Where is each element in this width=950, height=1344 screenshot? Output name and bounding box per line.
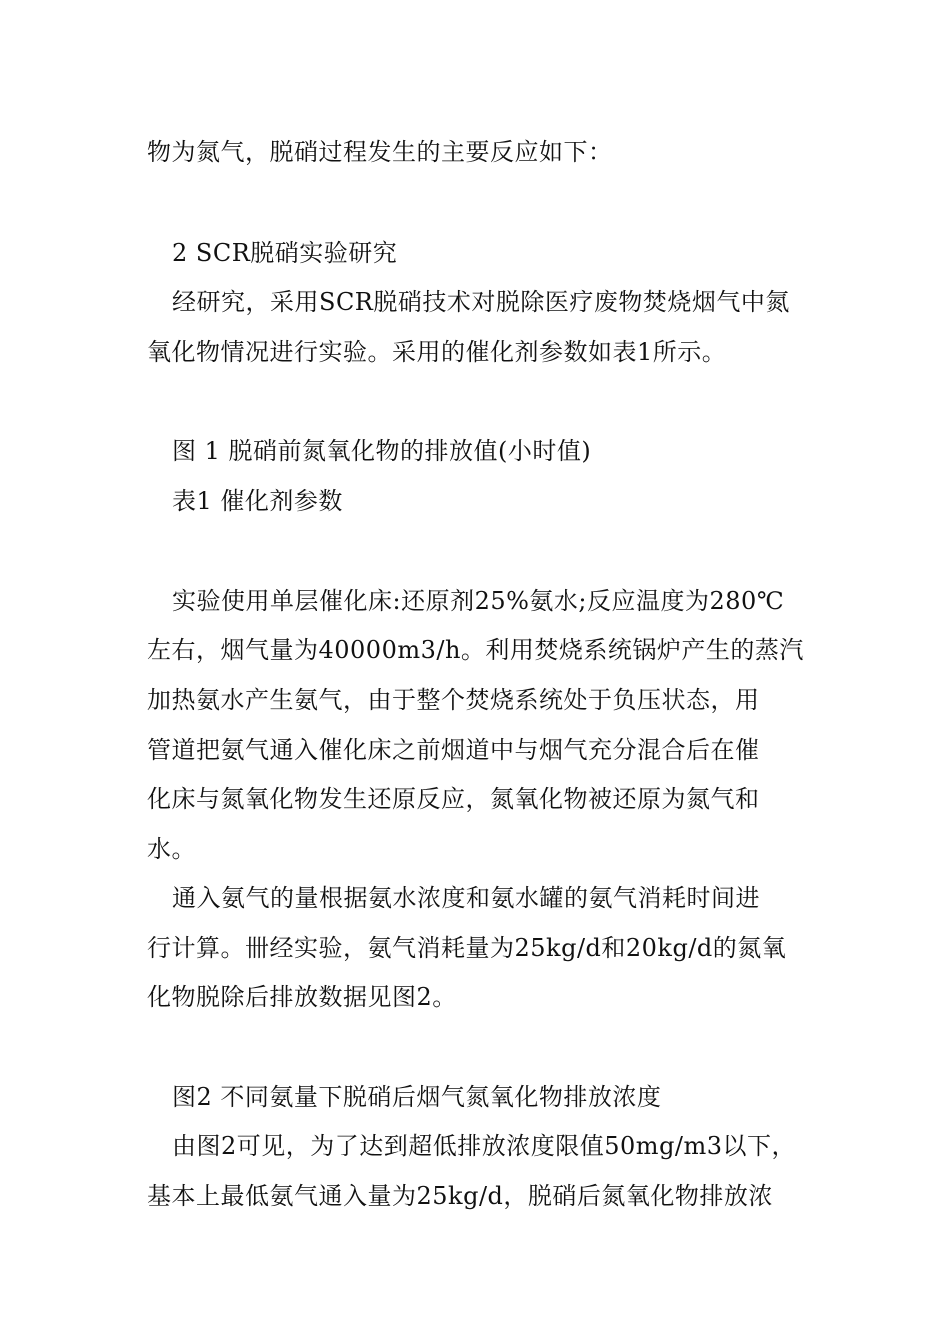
paragraph-line: 化物脱除后排放数据见图2。 — [147, 983, 457, 1011]
paragraph-line: 经研究，采用SCR脱硝技术对脱除医疗废物焚烧烟气中氮 — [172, 288, 790, 316]
paragraph-line: 行计算。卌经实验，氨气消耗量为25kg/d和20kg/d的氮氧 — [147, 934, 787, 962]
section-heading: 2 SCR脱硝实验研究 — [172, 239, 398, 267]
table-caption: 表1 催化剂参数 — [172, 487, 343, 515]
paragraph-line: 由图2可见，为了达到超低排放浓度限值50mg/m3以下， — [172, 1132, 797, 1160]
paragraph-line: 实验使用单层催化床:还原剂25%氨水;反应温度为280℃ — [172, 587, 785, 615]
paragraph-line: 通入氨气的量根据氨水浓度和氨水罐的氨气消耗时间进 — [172, 884, 760, 912]
paragraph-line: 基本上最低氨气通入量为25kg/d，脱硝后氮氧化物排放浓 — [147, 1182, 773, 1210]
paragraph-line: 水。 — [147, 835, 196, 863]
figure-caption: 图 1 脱硝前氮氧化物的排放值(小时值) — [172, 437, 592, 465]
paragraph-line: 管道把氨气通入催化床之前烟道中与烟气充分混合后在催 — [147, 736, 760, 764]
paragraph-line: 加热氨水产生氨气，由于整个焚烧系统处于负压状态，用 — [147, 686, 760, 714]
paragraph-line: 物为氮气，脱硝过程发生的主要反应如下： — [147, 138, 613, 166]
paragraph-line: 化床与氮氧化物发生还原反应，氮氧化物被还原为氮气和 — [147, 785, 760, 813]
paragraph-line: 左右，烟气量为40000m3/h。利用焚烧系统锅炉产生的蒸汽 — [147, 636, 804, 664]
figure-caption: 图2 不同氨量下脱硝后烟气氮氧化物排放浓度 — [172, 1083, 662, 1111]
paragraph-line: 氧化物情况进行实验。采用的催化剂参数如表1所示。 — [147, 338, 727, 366]
